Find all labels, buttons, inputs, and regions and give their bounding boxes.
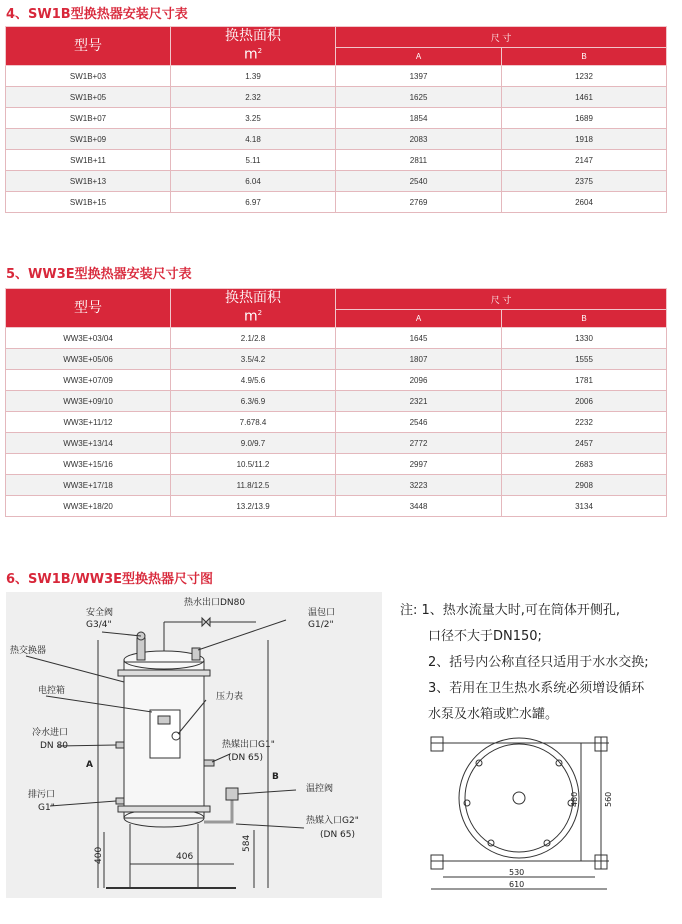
table-row	[6, 87, 667, 108]
cell-b: 2604	[502, 192, 667, 213]
control-box-label: 电控箱	[38, 686, 66, 696]
cell-b: 1689	[502, 108, 667, 129]
cell-a: 2096	[336, 370, 502, 391]
cell-b: 3134	[502, 496, 667, 517]
cell-area: 5.11	[171, 150, 336, 171]
sw1b-dimension-table	[5, 26, 667, 213]
cell-a: 2321	[336, 391, 502, 412]
section-5-title: 5、WW3E型换热器安装尺寸表	[6, 267, 192, 282]
cell-b: 2147	[502, 150, 667, 171]
pressure-gauge-label: 压力表	[216, 692, 244, 702]
dim-584-label: 584	[242, 834, 252, 852]
cell-area: 6.97	[171, 192, 336, 213]
cell-area: 2.32	[171, 87, 336, 108]
dim-a-label: A	[86, 760, 93, 770]
cell-area: 13.2/13.9	[171, 496, 336, 517]
medium-inlet-label: 热媒入口G2"	[306, 816, 359, 826]
cell-area: 4.9/5.6	[171, 370, 336, 391]
header-area: 换热面积 $m^2$	[171, 289, 336, 328]
cell-model: SW1B+07	[6, 108, 171, 129]
cell-b: 2908	[502, 475, 667, 496]
table-row	[6, 150, 667, 171]
cell-area: 1.39	[171, 66, 336, 87]
table-row	[6, 171, 667, 192]
cell-model: WW3E+17/18	[6, 475, 171, 496]
table-row	[6, 412, 667, 433]
cell-b: 1330	[502, 328, 667, 349]
cell-a: 3448	[336, 496, 502, 517]
table-row	[6, 349, 667, 370]
dim-530-label: 530	[509, 868, 525, 877]
cold-water-inlet-size: DN 80	[40, 741, 68, 751]
header-b: B	[502, 310, 667, 328]
cell-a: 1854	[336, 108, 502, 129]
cell-model: WW3E+07/09	[6, 370, 171, 391]
heat-exchanger-elevation-drawing	[6, 592, 382, 898]
cell-b: 1781	[502, 370, 667, 391]
cell-model: WW3E+15/16	[6, 454, 171, 475]
note-line: 水泵及水箱或贮水罐。	[428, 707, 559, 722]
cell-b: 1555	[502, 349, 667, 370]
dim-480-label: 480	[570, 791, 579, 807]
cell-model: WW3E+18/20	[6, 496, 171, 517]
thermo-port-label: 温包口	[308, 608, 336, 618]
cell-area: 6.3/6.9	[171, 391, 336, 412]
medium-outlet-dn: (DN 65)	[228, 753, 263, 763]
dim-560-label: 560	[604, 791, 613, 807]
cell-model: WW3E+11/12	[6, 412, 171, 433]
ww3e-dimension-table	[5, 288, 667, 517]
dim-400-label: 400	[94, 846, 104, 864]
header-a: A	[336, 310, 502, 328]
cell-model: WW3E+05/06	[6, 349, 171, 370]
drain-size: G1"	[38, 803, 55, 813]
table-row	[6, 433, 667, 454]
cold-water-inlet-label: 冷水进口	[32, 728, 69, 738]
safety-valve-label: 安全阀	[86, 608, 114, 618]
table-row	[6, 454, 667, 475]
cell-b: 2232	[502, 412, 667, 433]
header-model: 型号	[6, 27, 171, 66]
cell-a: 1625	[336, 87, 502, 108]
cell-area: 9.0/9.7	[171, 433, 336, 454]
cell-b: 2683	[502, 454, 667, 475]
table-row	[6, 192, 667, 213]
heat-exchanger-label: 热交换器	[10, 646, 47, 656]
cell-area: 7.678.4	[171, 412, 336, 433]
header-dims: 尺 寸	[336, 289, 667, 310]
cell-area: 10.5/11.2	[171, 454, 336, 475]
note-line: 3、若用在卫生热水系统必须增设循环	[428, 681, 645, 696]
header-area: 换热面积 $m^2$	[171, 27, 336, 66]
cell-b: 1918	[502, 129, 667, 150]
table-row	[6, 475, 667, 496]
cell-area: 2.1/2.8	[171, 328, 336, 349]
section-4-title: 4、SW1B型换热器安装尺寸表	[6, 7, 188, 22]
table-row	[6, 370, 667, 391]
table-row	[6, 66, 667, 87]
cell-a: 2083	[336, 129, 502, 150]
cell-area: 3.25	[171, 108, 336, 129]
thermo-port-size: G1/2"	[308, 620, 334, 630]
cell-a: 2540	[336, 171, 502, 192]
cell-a: 2811	[336, 150, 502, 171]
cell-area: 11.8/12.5	[171, 475, 336, 496]
cell-model: WW3E+09/10	[6, 391, 171, 412]
header-model: 型号	[6, 289, 171, 328]
cell-b: 1232	[502, 66, 667, 87]
table-row	[6, 129, 667, 150]
drain-label: 排污口	[28, 790, 56, 800]
table-row	[6, 496, 667, 517]
cell-model: SW1B+03	[6, 66, 171, 87]
base-plan-drawing	[419, 733, 619, 898]
cell-area: 6.04	[171, 171, 336, 192]
dim-406-label: 406	[176, 852, 194, 862]
header-a: A	[336, 48, 502, 66]
installation-notes	[400, 598, 649, 728]
cell-a: 2769	[336, 192, 502, 213]
cell-a: 1807	[336, 349, 502, 370]
cell-a: 1645	[336, 328, 502, 349]
cell-b: 2457	[502, 433, 667, 454]
dim-610-label: 610	[509, 880, 525, 889]
cell-a: 2997	[336, 454, 502, 475]
cell-model: SW1B+09	[6, 129, 171, 150]
medium-outlet-label: 热媒出口G1"	[222, 740, 275, 750]
cell-b: 1461	[502, 87, 667, 108]
cell-a: 1397	[336, 66, 502, 87]
header-b: B	[502, 48, 667, 66]
temp-valve-label: 温控阀	[306, 784, 334, 794]
header-dims: 尺 寸	[336, 27, 667, 48]
cell-model: SW1B+13	[6, 171, 171, 192]
note-line: 2、括号内公称直径只适用于水水交换;	[428, 655, 649, 670]
cell-b: 2006	[502, 391, 667, 412]
cell-area: 3.5/4.2	[171, 349, 336, 370]
cell-model: SW1B+15	[6, 192, 171, 213]
section-6-title: 6、SW1B/WW3E型换热器尺寸图	[6, 572, 214, 587]
table-row	[6, 391, 667, 412]
cell-model: SW1B+05	[6, 87, 171, 108]
cell-a: 2772	[336, 433, 502, 454]
cell-b: 2375	[502, 171, 667, 192]
table-row	[6, 328, 667, 349]
note-line: 注: 1、热水流量大时,可在筒体开侧孔,	[400, 603, 621, 618]
hot-water-outlet-label: 热水出口DN80	[184, 598, 246, 608]
cell-a: 3223	[336, 475, 502, 496]
dim-b-label: B	[272, 772, 279, 782]
cell-model: SW1B+11	[6, 150, 171, 171]
medium-inlet-dn: (DN 65)	[320, 830, 355, 840]
cell-model: WW3E+13/14	[6, 433, 171, 454]
cell-a: 2546	[336, 412, 502, 433]
note-line: 口径不大于DN150;	[428, 629, 542, 644]
table-row	[6, 108, 667, 129]
cell-model: WW3E+03/04	[6, 328, 171, 349]
safety-valve-size: G3/4"	[86, 620, 112, 630]
cell-area: 4.18	[171, 129, 336, 150]
